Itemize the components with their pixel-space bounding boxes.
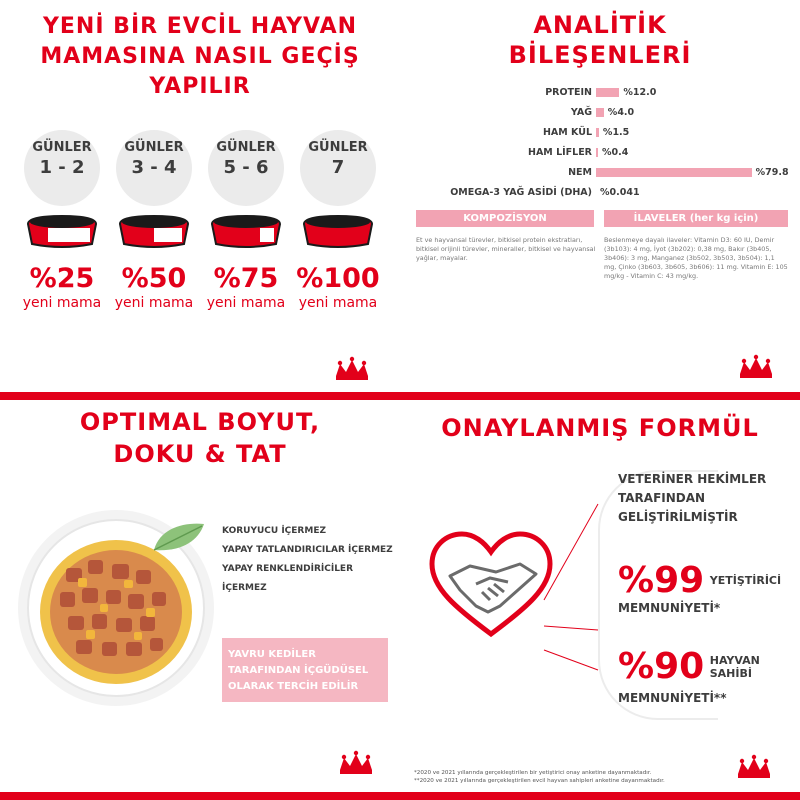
breeder-percent: %99 <box>618 560 705 601</box>
nutrient-value: %1.5 <box>602 127 630 138</box>
food-bowl-icon <box>22 210 102 250</box>
nutrient-label: HAM KÜL <box>542 127 592 138</box>
nutrient-label: HAM LİFLER <box>528 147 592 158</box>
bottom-divider <box>0 792 800 800</box>
crown-logo-icon <box>334 750 378 776</box>
claims-list <box>222 522 400 598</box>
composition-text: Et ve hayvansal türevler, bitkisel protein ekstratları, bitkisel orijinli türevler, mineraller, bitkisel ve hayvansal yağlar, mayalar. <box>416 236 596 262</box>
nutrient-value: %4.0 <box>607 107 635 118</box>
nutrient-label: PROTEIN <box>545 87 592 98</box>
day-label: GÜNLER <box>124 140 184 155</box>
day-step-4 <box>296 130 380 312</box>
new-food-label: yeni mama <box>22 295 102 311</box>
additives-text: Beslenmeye dayalı ilaveler: Vitamin D3: 60 IU, Demir (3b103): 4 mg, İyot (3b202): 0,38 mg, Bakır (3b405, 3b406): 3 mg, Manganez (3b502, 3b503, 3b504): 1,1 mg, Çinko (3b603, 3b605, 3b606): 11 mg. Vitamin E: 105 mg/kg - Vitamin C: 43 mg/kg. <box>604 236 788 280</box>
claim-item: YAPAY TATLANDIRICILAR İÇERMEZ <box>222 545 393 555</box>
footnote-1: *2020 ve 2021 yıllarında gerçekleştirilen bir yetiştirici onay anketine dayanmaktadır. <box>414 770 652 776</box>
vet-developed: VETERİNER HEKİMLER TARAFINDAN GELİŞTİRİLMİŞTİR <box>618 472 767 524</box>
crown-logo-icon <box>330 356 374 382</box>
nutrient-row <box>400 104 800 122</box>
nutrient-label: OMEGA-3 YAĞ ASİDİ (DHA) <box>450 187 592 198</box>
day-range: 1 - 2 <box>39 157 85 178</box>
claim-item: KORUYUCU İÇERMEZ <box>222 526 326 536</box>
kitten-preference-box: YAVRU KEDİLER TARAFINDAN İÇGÜDÜSEL OLARAK TERCİH EDİLİR <box>222 638 388 702</box>
breeder-label: YETİŞTİRİCİ <box>709 574 782 587</box>
day-label: GÜNLER <box>32 140 92 155</box>
handshake-heart-icon <box>426 530 556 640</box>
formula-title: ONAYLANMIŞ FORMÜL <box>441 414 759 442</box>
nutrient-value: %12.0 <box>623 87 657 98</box>
day-step-1 <box>20 130 104 312</box>
formula-panel <box>400 400 800 790</box>
composition-header: KOMPOZİSYON <box>416 210 594 227</box>
transition-title: YENİ BİR EVCİL HAYVAN MAMASINA NASIL GEÇİŞ YAPILIR <box>40 14 360 99</box>
nutrient-value: %0.4 <box>602 147 629 158</box>
new-food-label: yeni mama <box>206 295 286 311</box>
day-step-3 <box>204 130 288 312</box>
day-label: GÜNLER <box>216 140 276 155</box>
new-food-label: yeni mama <box>298 295 378 311</box>
crown-logo-icon <box>734 354 778 380</box>
owner-percent: %90 <box>618 646 705 687</box>
day-range: 7 <box>331 157 345 178</box>
nutrient-label: NEM <box>568 167 592 178</box>
nutrient-bar <box>596 168 752 177</box>
additives-header: İLAVELER (her kg için) <box>604 210 788 227</box>
nutrient-label: YAĞ <box>570 107 592 118</box>
day-step-2 <box>112 130 196 312</box>
claim-item: YAPAY RENKLENDİRİCİLER İÇERMEZ <box>222 564 354 593</box>
new-food-percent: %25 <box>29 263 95 294</box>
texture-panel <box>0 400 400 790</box>
nutrient-row <box>400 84 800 102</box>
day-range: 5 - 6 <box>223 157 269 178</box>
footnote-2: **2020 ve 2021 yıllarında gerçekleştirilen evcil hayvan sahipleri anketine dayanmaktadır. <box>414 778 665 784</box>
new-food-percent: %100 <box>296 263 380 294</box>
new-food-percent: %75 <box>213 263 279 294</box>
analysis-panel <box>400 0 800 390</box>
leaf-icon <box>150 520 206 554</box>
breeder-satisfaction <box>618 560 781 615</box>
nutrient-bar <box>596 128 599 137</box>
owner-label-2: SAHİBİ <box>709 666 752 680</box>
nutrient-bar <box>596 88 619 97</box>
new-food-label: yeni mama <box>114 295 194 311</box>
analysis-title: ANALİTİK BİLEŞENLERİ <box>508 11 692 69</box>
nutrient-row <box>400 144 800 162</box>
nutrient-row <box>400 184 800 202</box>
nutrient-bar <box>596 148 598 157</box>
day-label: GÜNLER <box>308 140 368 155</box>
nutrient-row <box>400 124 800 142</box>
food-bowl-icon <box>114 210 194 250</box>
nutrient-value: %79.8 <box>755 167 789 178</box>
owner-sub: MEMNUNİYETİ** <box>618 691 727 705</box>
food-bowl-icon <box>206 210 286 250</box>
owner-label-1: HAYVAN <box>709 653 760 667</box>
new-food-percent: %50 <box>121 263 187 294</box>
transition-panel <box>0 0 400 390</box>
nutrient-bar <box>596 108 604 117</box>
breeder-sub: MEMNUNİYETİ* <box>618 601 721 615</box>
texture-title: OPTIMAL BOYUT, DOKU & TAT <box>79 408 321 468</box>
nutrient-value: %0.041 <box>600 187 640 198</box>
owner-satisfaction <box>618 646 760 705</box>
crown-logo-icon <box>732 754 776 780</box>
top-divider <box>0 392 800 400</box>
nutrient-row <box>400 164 800 182</box>
day-range: 3 - 4 <box>131 157 177 178</box>
food-bowl-icon <box>298 210 378 250</box>
